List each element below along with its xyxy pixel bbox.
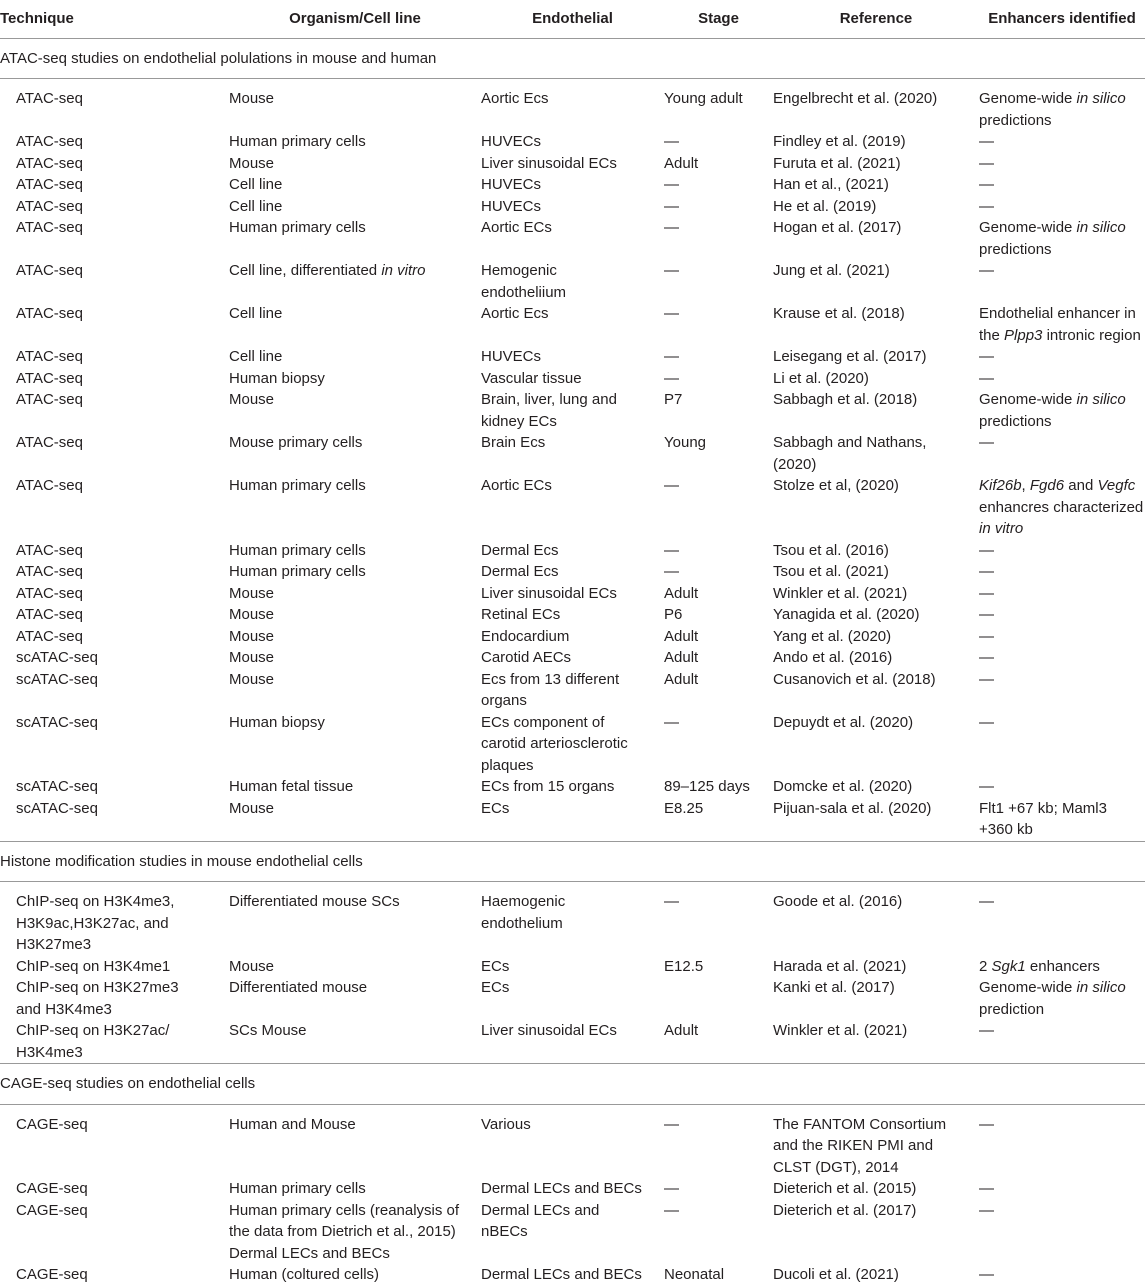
enhancers-cell: — (979, 434, 994, 451)
reference-cell: Dieterich et al. (2015) (773, 1180, 917, 1197)
table-row (0, 647, 1145, 669)
technique-cell: ChIP-seq on H3K27me3 and H3K4me3 (16, 979, 179, 1018)
endothelial-cell: ECs (481, 979, 510, 996)
section-title: ATAC-seq studies on endothelial polulations in mouse and human (0, 38, 1145, 79)
endothelial-cell: ECs from 15 organs (481, 778, 615, 795)
endothelial-cell: Aortic Ecs (481, 305, 549, 322)
endothelial-cell: Dermal Ecs (481, 541, 559, 559)
stage-cell: P6 (664, 606, 683, 623)
endothelial-cell: Aortic Ecs (481, 90, 549, 107)
enhancers-cell: Genome-wide in silico predictions (979, 391, 1126, 430)
stage-cell: E8.25 (664, 799, 704, 817)
stage-cell: Young (664, 434, 706, 451)
organism-cell: Human fetal tissue (229, 778, 354, 795)
reference-cell: Yang et al. (2020) (773, 627, 892, 645)
organism-cell: Mouse (229, 391, 275, 408)
endothelial-cell: Vascular tissue (481, 369, 582, 387)
organism-cell: Human primary cells (229, 563, 366, 580)
technique-cell: ATAC-seq (16, 90, 83, 107)
reference-cell: Krause et al. (2018) (773, 305, 905, 322)
organism-cell: Cell line (229, 305, 283, 322)
table-row (0, 977, 1145, 1020)
stage-cell: — (664, 176, 679, 193)
endothelial-cell: Aortic ECs (481, 477, 552, 494)
organism-cell: Human primary cells (229, 1180, 366, 1197)
organism-cell: Mouse (229, 606, 275, 623)
enhancers-cell: Flt1 +67 kb; Maml3 +360 kb (979, 799, 1107, 838)
endothelial-cell: Hemogenic endotheliium (481, 262, 567, 301)
technique-cell: ATAC-seq (16, 154, 83, 172)
endothelial-cell: Ecs from 13 different organs (481, 670, 620, 709)
technique-cell: ATAC-seq (16, 369, 83, 387)
organism-cell: Differentiated mouse (229, 979, 368, 996)
enhancers-cell: — (979, 627, 994, 645)
section-title: CAGE-seq studies on endothelial cells (0, 1064, 1145, 1105)
section-header-row (0, 1064, 1145, 1105)
endothelial-cell: ECs (481, 957, 510, 975)
organism-cell: Mouse (229, 584, 275, 602)
stage-cell: — (664, 893, 679, 910)
stage-cell: 89–125 days (664, 778, 750, 795)
table-row (0, 368, 1145, 390)
organism-cell: SCs Mouse (229, 1022, 307, 1039)
reference-cell: Leisegang et al. (2017) (773, 348, 927, 365)
endothelial-cell: Retinal ECs (481, 606, 561, 623)
stage-cell: P7 (664, 391, 683, 408)
reference-cell: Ando et al. (2016) (773, 649, 893, 666)
technique-cell: CAGE-seq (16, 1180, 88, 1197)
enhancers-cell: — (979, 541, 994, 559)
enhancers-cell: — (979, 1266, 994, 1283)
endothelial-cell: ECs component of carotid arteriosclerotic plaques (481, 713, 628, 774)
table-row (0, 1104, 1145, 1178)
organism-cell: Human biopsy (229, 713, 325, 731)
stage-cell: — (664, 369, 679, 387)
organism-cell: Human biopsy (229, 369, 325, 387)
endothelial-cell: HUVECs (481, 348, 542, 365)
reference-cell: Depuydt et al. (2020) (773, 713, 914, 731)
reference-cell: Li et al. (2020) (773, 369, 869, 387)
organism-cell: Mouse (229, 154, 275, 172)
header-organism: Organism/Cell line (229, 0, 481, 38)
organism-cell: Human primary cells (229, 219, 366, 236)
header-enhancers: Enhancers identified (979, 0, 1145, 38)
header-reference: Reference (773, 0, 979, 38)
organism-cell: Cell line (229, 197, 283, 215)
organism-cell: Mouse (229, 799, 275, 817)
technique-cell: ATAC-seq (16, 133, 83, 150)
stage-cell: — (664, 305, 679, 322)
technique-cell: CAGE-seq (16, 1201, 88, 1219)
table-row (0, 712, 1145, 777)
enhancers-cell: Genome-wide in silico predictions (979, 90, 1126, 129)
table-body (0, 38, 1145, 1286)
table-row (0, 432, 1145, 475)
stage-cell: Adult (664, 1022, 699, 1039)
organism-cell: Human primary cells (reanalysis of the data from Dietrich et al., 2015) Dermal LECs and BECs (229, 1201, 460, 1262)
stage-cell: — (664, 348, 679, 365)
enhancers-cell: — (979, 262, 994, 279)
section-title: Histone modification studies in mouse endothelial cells (0, 841, 1145, 882)
enhancers-cell: — (979, 893, 994, 910)
enhancers-cell: — (979, 1180, 994, 1197)
reference-cell: Kanki et al. (2017) (773, 979, 895, 996)
header-stage: Stage (664, 0, 773, 38)
stage-cell: Adult (664, 649, 699, 666)
endothelial-cell: ECs (481, 799, 510, 817)
table-row (0, 131, 1145, 153)
reference-cell: Sabbagh and Nathans, (2020) (773, 434, 927, 473)
endothelial-cell: Dermal LECs and nBECs (481, 1201, 600, 1240)
technique-cell: ATAC-seq (16, 541, 83, 559)
enhancers-cell: — (979, 713, 994, 731)
technique-cell: ATAC-seq (16, 584, 83, 602)
reference-cell: Cusanovich et al. (2018) (773, 670, 936, 688)
reference-cell: Domcke et al. (2020) (773, 778, 913, 795)
endothelial-cell: Brain, liver, lung and kidney ECs (481, 391, 617, 430)
header-endothelial: Endothelial (481, 0, 664, 38)
stage-cell: Young adult (664, 90, 743, 107)
endothelial-cell: HUVECs (481, 197, 542, 215)
enhancers-cell: Kif26b, Fgd6 and Vegfc enhancres characterized in vitro (979, 477, 1144, 537)
enhancers-cell: — (979, 133, 994, 150)
reference-cell: Winkler et al. (2021) (773, 584, 908, 602)
table-row (0, 561, 1145, 583)
stage-cell: — (664, 219, 679, 236)
organism-cell: Mouse (229, 90, 275, 107)
organism-cell: Mouse (229, 649, 275, 666)
table-row (0, 669, 1145, 712)
section-header-row (0, 841, 1145, 882)
enhancers-cell: — (979, 1022, 994, 1039)
enhancers-cell: — (979, 1115, 994, 1133)
reference-cell: Dieterich et al. (2017) (773, 1201, 917, 1219)
technique-cell: scATAC-seq (16, 778, 98, 795)
endothelial-cell: Brain Ecs (481, 434, 546, 451)
table-row (0, 583, 1145, 605)
table-row (0, 174, 1145, 196)
organism-cell: Human and Mouse (229, 1115, 356, 1133)
stage-cell: Adult (664, 627, 699, 645)
table-row (0, 882, 1145, 956)
enhancers-cell: — (979, 584, 994, 602)
technique-cell: scATAC-seq (16, 670, 98, 688)
technique-cell: ATAC-seq (16, 262, 83, 279)
technique-cell: ATAC-seq (16, 391, 83, 408)
endothelial-cell: Haemogenic endothelium (481, 893, 566, 932)
organism-cell: Mouse primary cells (229, 434, 363, 451)
technique-cell: CAGE-seq (16, 1115, 88, 1133)
technique-cell: ATAC-seq (16, 219, 83, 236)
reference-cell: Han et al., (2021) (773, 176, 889, 193)
table-row (0, 1178, 1145, 1200)
technique-cell: ATAC-seq (16, 434, 83, 451)
enhancers-cell: — (979, 649, 994, 666)
reference-cell: The FANTOM Consortium and the RIKEN PMI and CLST (DGT), 2014 (773, 1115, 947, 1176)
technique-cell: ATAC-seq (16, 197, 83, 215)
stage-cell: Adult (664, 154, 699, 172)
organism-cell: Cell line (229, 176, 283, 193)
stage-cell: Neonatal (664, 1266, 725, 1283)
reference-cell: Ducoli et al. (2021) (773, 1266, 899, 1283)
table-row (0, 1020, 1145, 1064)
header-technique: Technique (0, 0, 229, 38)
stage-cell: Adult (664, 584, 699, 602)
stage-cell (664, 977, 773, 1020)
endothelial-cell: Liver sinusoidal ECs (481, 1022, 617, 1039)
organism-cell: Human primary cells (229, 477, 366, 494)
stage-cell: — (664, 1115, 679, 1133)
technique-cell: scATAC-seq (16, 713, 98, 731)
stage-cell: — (664, 541, 679, 559)
stage-cell: — (664, 197, 679, 215)
enhancers-cell: — (979, 197, 994, 215)
table-row (0, 798, 1145, 842)
enhancers-cell: — (979, 176, 994, 193)
table-row (0, 79, 1145, 132)
organism-cell: Human primary cells (229, 133, 366, 150)
technique-cell: ChIP-seq on H3K4me3, H3K9ac,H3K27ac, and H3K27me3 (16, 893, 175, 953)
organism-cell: Cell line (229, 348, 283, 365)
table-row (0, 1200, 1145, 1265)
enhancers-cell: — (979, 670, 994, 688)
reference-cell: Yanagida et al. (2020) (773, 606, 920, 623)
stage-cell: — (664, 133, 679, 150)
enhancers-cell: Endothelial enhancer in the Plpp3 intronic region (979, 305, 1141, 344)
table-row (0, 260, 1145, 303)
table-row (0, 540, 1145, 562)
table-row (0, 196, 1145, 218)
technique-cell: ChIP-seq on H3K4me1 (16, 957, 171, 975)
stage-cell: — (664, 477, 679, 494)
technique-cell: ATAC-seq (16, 348, 83, 365)
table-row (0, 604, 1145, 626)
endothelial-cell: Liver sinusoidal ECs (481, 584, 617, 602)
reference-cell: Goode et al. (2016) (773, 893, 903, 910)
reference-cell: Tsou et al. (2016) (773, 541, 889, 559)
technique-cell: CAGE-seq (16, 1266, 88, 1283)
enhancers-cell: — (979, 606, 994, 623)
endothelial-cell: Dermal LECs and BECs (481, 1266, 642, 1283)
table-row (0, 346, 1145, 368)
organism-cell: Human primary cells (229, 541, 366, 559)
table-row (0, 153, 1145, 175)
reference-cell: Engelbrecht et al. (2020) (773, 90, 938, 107)
technique-cell: ATAC-seq (16, 305, 83, 322)
endothelial-cell: Dermal LECs and BECs (481, 1180, 642, 1197)
enhancers-cell: — (979, 563, 994, 580)
reference-cell: Harada et al. (2021) (773, 957, 907, 975)
organism-cell: Mouse (229, 670, 275, 688)
technique-cell: ATAC-seq (16, 563, 83, 580)
organism-cell: Mouse (229, 627, 275, 645)
reference-cell: Hogan et al. (2017) (773, 219, 902, 236)
table-row (0, 303, 1145, 346)
stage-cell: Adult (664, 670, 699, 688)
stage-cell: — (664, 262, 679, 279)
stage-cell: E12.5 (664, 957, 704, 975)
technique-cell: ATAC-seq (16, 477, 83, 494)
table-row (0, 389, 1145, 432)
enhancers-cell: — (979, 348, 994, 365)
organism-cell: Cell line, differentiated in vitro (229, 262, 426, 279)
reference-cell: Sabbagh et al. (2018) (773, 391, 918, 408)
enhancers-cell: Genome-wide in silico prediction (979, 979, 1126, 1018)
enhancers-cell: — (979, 778, 994, 795)
organism-cell: Mouse (229, 957, 275, 975)
header-row (0, 0, 1145, 38)
endothelial-cell: Carotid AECs (481, 649, 572, 666)
reference-cell: Winkler et al. (2021) (773, 1022, 908, 1039)
technique-cell: scATAC-seq (16, 799, 98, 817)
endothelial-cell: HUVECs (481, 176, 542, 193)
table-row (0, 626, 1145, 648)
reference-cell: Jung et al. (2021) (773, 262, 890, 279)
table-row (0, 217, 1145, 260)
reference-cell: Tsou et al. (2021) (773, 563, 889, 580)
stage-cell: — (664, 563, 679, 580)
reference-cell: Findley et al. (2019) (773, 133, 906, 150)
enhancers-cell: 2 Sgk1 enhancers (979, 957, 1100, 975)
reference-cell: Pijuan-sala et al. (2020) (773, 799, 932, 817)
endothelial-cell: Dermal Ecs (481, 563, 559, 580)
enhancers-cell: — (979, 154, 994, 172)
technique-cell: ATAC-seq (16, 176, 83, 193)
technique-cell: ATAC-seq (16, 606, 83, 623)
technique-cell: ChIP-seq on H3K27ac/ H3K4me3 (16, 1022, 170, 1061)
stage-cell: — (664, 1201, 679, 1219)
table-row (0, 1264, 1145, 1286)
table-row (0, 956, 1145, 978)
reference-cell: He et al. (2019) (773, 197, 877, 215)
organism-cell: Human (coltured cells) (229, 1266, 380, 1283)
technique-cell: scATAC-seq (16, 649, 98, 666)
table-row (0, 475, 1145, 540)
endothelial-cell: Aortic ECs (481, 219, 552, 236)
endothelial-cell: Endocardium (481, 627, 570, 645)
enhancers-cell: Genome-wide in silico predictions (979, 219, 1126, 258)
reference-cell: Furuta et al. (2021) (773, 154, 901, 172)
endothelial-cell: Liver sinusoidal ECs (481, 154, 617, 172)
stage-cell: — (664, 713, 679, 731)
reference-cell: Stolze et al, (2020) (773, 477, 899, 494)
enhancers-cell: — (979, 1201, 994, 1219)
endothelial-cell: HUVECs (481, 133, 542, 150)
section-header-row (0, 38, 1145, 79)
stage-cell: — (664, 1180, 679, 1197)
table-row (0, 776, 1145, 798)
organism-cell: Differentiated mouse SCs (229, 893, 400, 910)
technique-cell: ATAC-seq (16, 627, 83, 645)
enhancers-cell: — (979, 369, 994, 387)
endothelial-cell: Various (481, 1115, 531, 1133)
